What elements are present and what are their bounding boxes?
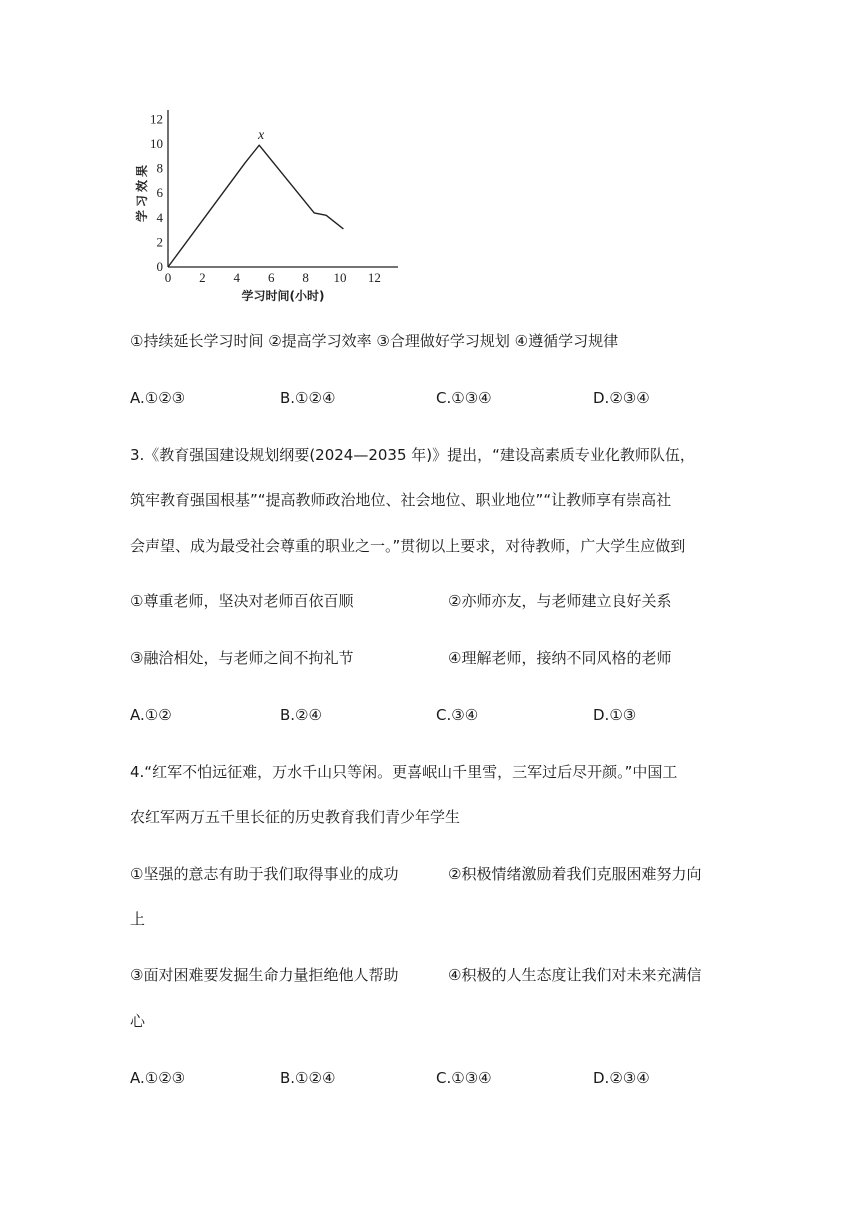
- y-tick-label: 0: [156, 259, 163, 274]
- chart-svg: [128, 104, 418, 314]
- x-tick-label: 12: [367, 270, 381, 285]
- q4-option-b[interactable]: B.①②④: [280, 1069, 336, 1087]
- y-tick-label: 8: [156, 160, 163, 176]
- q2-option-c[interactable]: C.①③④: [436, 389, 492, 407]
- x-tick-label: 8: [302, 270, 309, 285]
- y-tick-label: 2: [156, 234, 163, 250]
- y-tick-label: 6: [156, 185, 163, 201]
- q4-statement-1: ①坚强的意志有助于我们取得事业的成功: [130, 865, 399, 883]
- q4-stem-line-1: 4.“红军不怕远征难，万水千山只等闲。更喜岷山千里雪，三军过后尽开颜。”中国工: [130, 763, 678, 781]
- q4-statement-4-cont: 心: [130, 1012, 146, 1030]
- tick-labels: [150, 111, 381, 285]
- q4-statement-3: ③面对困难要发掘生命力量拒绝他人帮助: [130, 966, 399, 984]
- q3-statement-1: ①尊重老师，坚决对老师百依百顺: [130, 592, 354, 610]
- x-tick-label: 10: [333, 270, 347, 285]
- q4-stem-line-2: 农红军两万五千里长征的历史教育我们青少年学生: [130, 808, 461, 826]
- q2-option-a[interactable]: A.①②③: [130, 389, 186, 407]
- q3-option-c[interactable]: C.③④: [436, 706, 479, 724]
- q4-option-c[interactable]: C.①③④: [436, 1069, 492, 1087]
- x-tick-label: 4: [233, 270, 241, 285]
- y-tick-label: 10: [150, 136, 163, 151]
- q3-statement-2: ②亦师亦友，与老师建立良好关系: [448, 592, 672, 610]
- q3-stem-line-1: 3.《教育强国建设规划纲要(2024—2035 年)》提出，“建设高素质专业化教师队伍，: [130, 446, 695, 464]
- q2-option-b[interactable]: B.①②④: [280, 389, 336, 407]
- q3-stem-line-2: 筑牢教育强国根基”“提高教师政治地位、社会地位、职业地位”“让教师享有崇高社: [130, 491, 672, 509]
- x-tick-label: 0: [164, 270, 172, 285]
- q3-option-b[interactable]: B.②④: [280, 706, 322, 724]
- y-axis-title: 学习效果: [135, 161, 149, 223]
- q2-statements: ①持续延长学习时间 ②提高学习效率 ③合理做好学习规划 ④遵循学习规律: [130, 332, 619, 350]
- y-tick-label: 12: [150, 111, 163, 127]
- peak-label: x: [258, 128, 265, 144]
- q4-option-a[interactable]: A.①②③: [130, 1069, 186, 1087]
- q2-option-d[interactable]: D.②③④: [593, 389, 650, 407]
- q4-statement-2: ②积极情绪激励着我们克服困难努力向: [448, 865, 702, 883]
- q4-statement-2-cont: 上: [130, 910, 146, 928]
- x-tick-label: 2: [199, 270, 206, 285]
- y-tick-label: 4: [156, 209, 163, 225]
- q3-stem-line-3: 会声望、成为最受社会尊重的职业之一。”贯彻以上要求，对待教师，广大学生应做到: [130, 537, 686, 555]
- x-tick-label: 6: [267, 270, 275, 285]
- q4-option-d[interactable]: D.②③④: [593, 1069, 650, 1087]
- q3-option-d[interactable]: D.①③: [593, 706, 637, 724]
- q3-statement-4: ④理解老师，接纳不同风格的老师: [448, 649, 672, 667]
- q3-option-a[interactable]: A.①②: [130, 706, 172, 724]
- x-axis-title: 学习时间(小时): [241, 289, 325, 303]
- series-line: [168, 145, 343, 267]
- learning-effect-chart: [128, 104, 418, 314]
- q3-statement-3: ③融洽相处，与老师之间不拘礼节: [130, 649, 354, 667]
- q4-statement-4: ④积极的人生态度让我们对未来充满信: [448, 966, 702, 984]
